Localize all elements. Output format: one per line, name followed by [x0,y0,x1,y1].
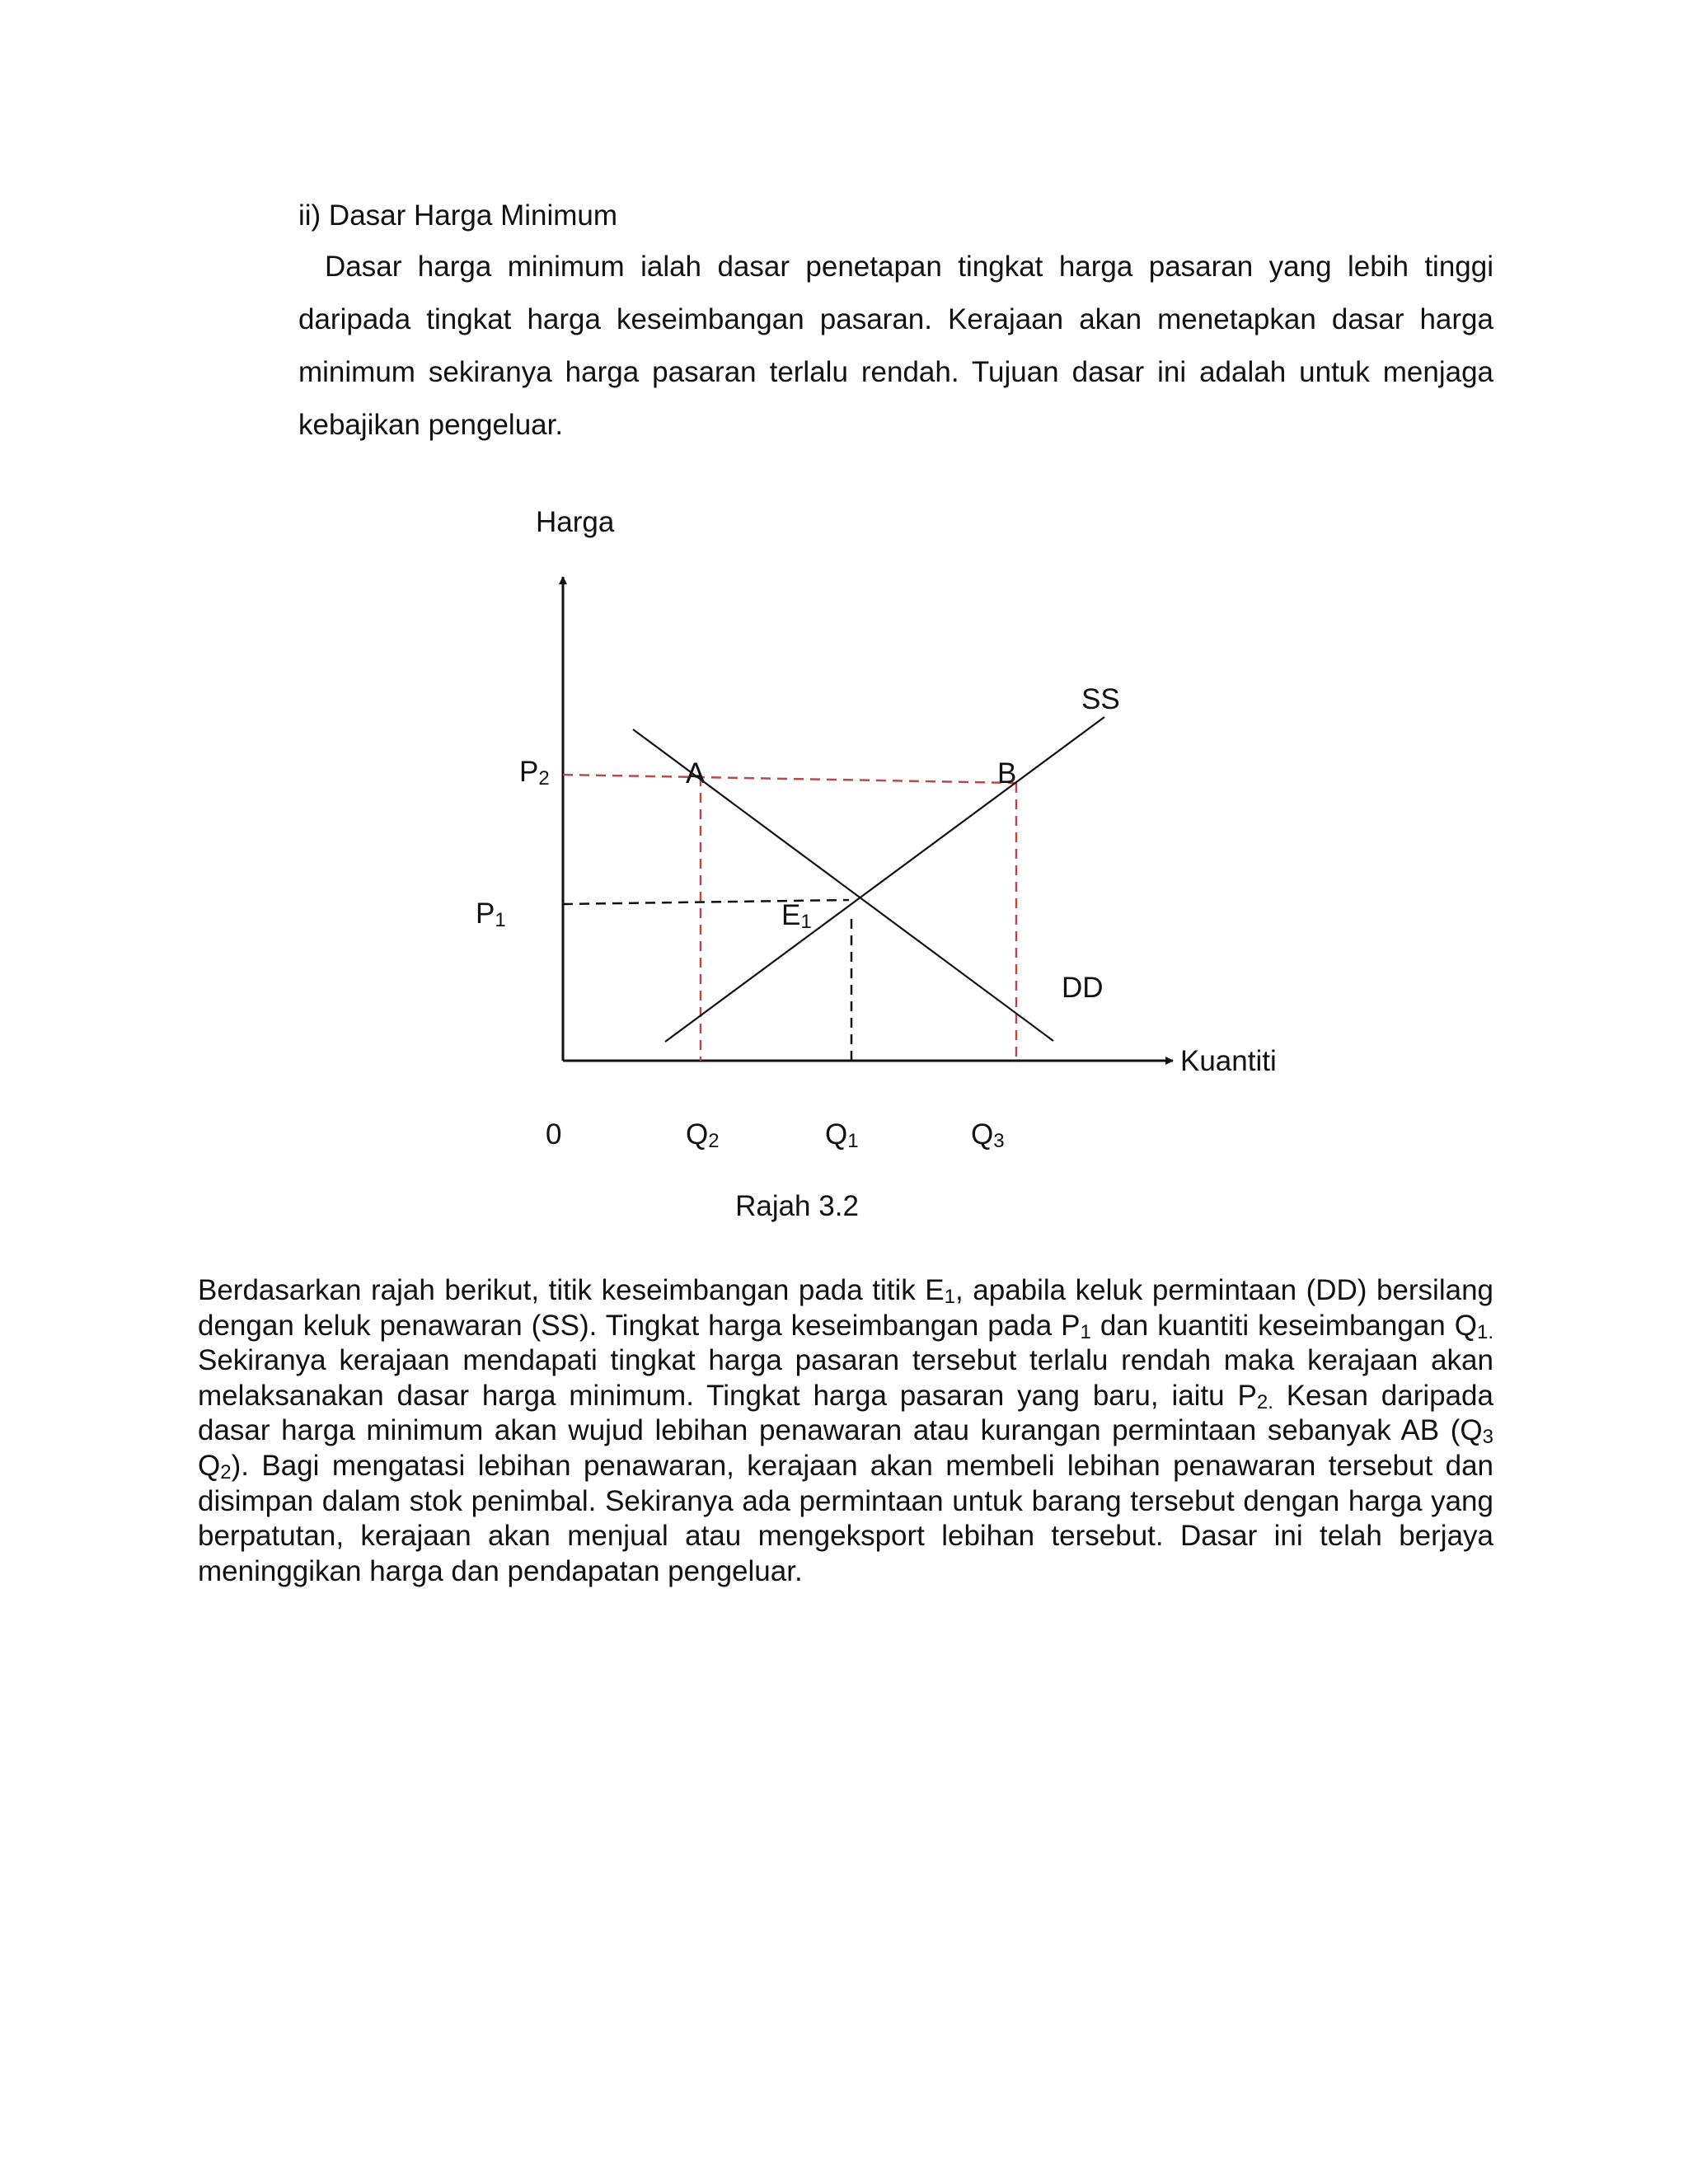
subscript: 1 [1080,1320,1091,1343]
p2-label: P2 [519,756,550,790]
text-run: Q [198,1449,221,1482]
explanation-paragraph [198,1273,1493,1589]
origin-label: 0 [546,1118,562,1151]
point-b-label: B [997,757,1017,790]
subscript: 2. [1256,1390,1273,1413]
text-run: Berdasarkan rajah berikut, titik keseimbangan pada titik E [198,1274,945,1306]
p1-guide-line [563,900,849,904]
price-floor-diagram [0,494,1688,1253]
subscript: 1. [1476,1320,1493,1343]
text-run: dan kuantiti keseimbangan Q [1090,1309,1477,1342]
e1-label: E1 [781,899,812,933]
demand-label-dd: DD [1062,972,1104,1004]
supply-curve-ss [665,717,1104,1042]
intro-paragraph: Dasar harga minimum ialah dasar penetapan tingkat harga pasaran yang lebih tinggi daripada tingkat harga keseimbangan pasaran. Kerajaan akan menetapkan dasar harga minimum sekiranya harga pasaran terlalu rendah. Tujuan dasar ini adalah untuk menjaga kebajikan pengeluar. [298,251,1493,441]
text-run: Kesan daripada dasar harga minimum akan wujud lebihan penawaran atau kurangan permintaan sebanyak AB (Q [198,1379,1493,1447]
text-run: ). Bagi mengatasi lebihan penawaran, kerajaan akan membeli lebihan penawaran tersebut dan disimpan dalam stok penimbal. Sekiranya ada permintaan untuk barang tersebut dengan harga yang berpatutan, kerajaan akan menjual atau mengeksport lebihan tersebut. Dasar ini telah berjaya meninggikan harga dan pendapatan pengeluar. [198,1449,1493,1587]
subscript: 3 [1482,1426,1493,1449]
figure-caption: Rajah 3.2 [735,1190,859,1222]
text-run: Sekiranya kerajaan mendapati tingkat harga pasaran tersebut terlalu rendah maka kerajaan akan melaksanakan dasar harga minimum. Tingkat harga pasaran yang baru, iaitu P [198,1344,1493,1412]
point-a-label: A [686,757,706,790]
x-axis-label: Kuantiti [1180,1045,1277,1077]
section-heading: ii) Dasar Harga Minimum [298,199,618,232]
supply-label-ss: SS [1081,683,1120,715]
p1-label: P1 [476,898,506,931]
subscript: 2 [220,1460,232,1483]
y-axis-label: Harga [536,506,615,538]
q3-label: Q3 [971,1118,1005,1152]
text-run: , apabila keluk permintaan (DD) bersilang dengan keluk penawaran (SS). Tingkat harga keseimbangan pada P [198,1274,1493,1342]
q1-label: Q1 [825,1118,859,1152]
subscript: 1 [944,1286,956,1308]
q2-label: Q2 [686,1118,720,1152]
p2-price-floor-line [563,775,1016,783]
